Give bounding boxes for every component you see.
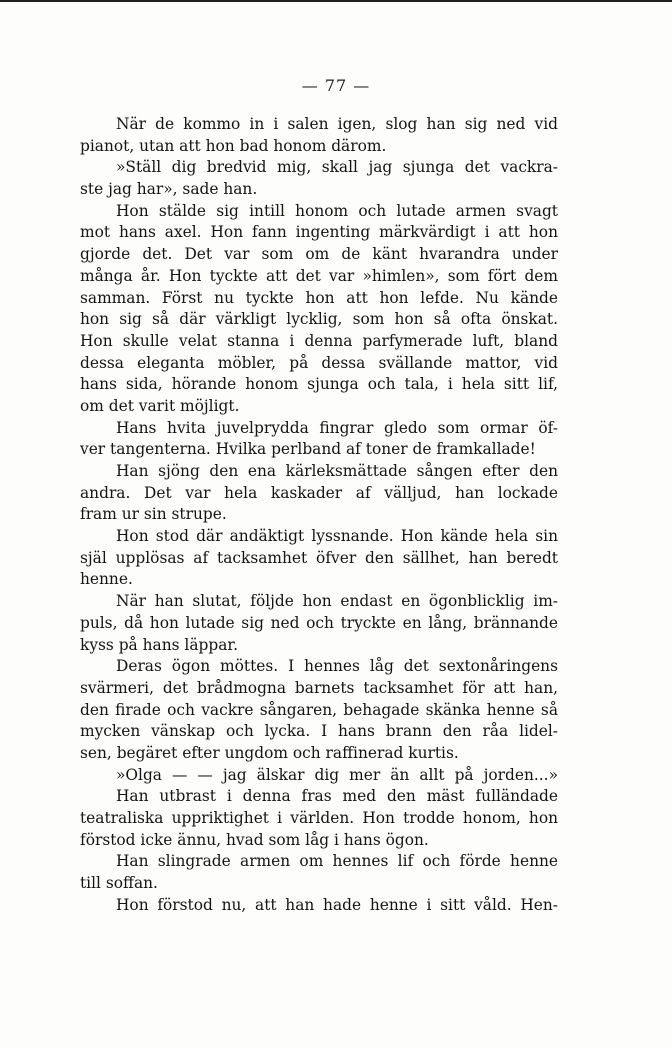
text-line: fram ur sin strupe. — [80, 505, 227, 524]
text-line: Han slingrade armen om hennes lif och förde henne — [116, 852, 558, 871]
text-line: »Olga — — jag älskar dig mer än allt på jorden...» — [116, 765, 558, 784]
text-line: Han sjöng den ena kärleksmättade sången efter den — [116, 462, 558, 480]
text-line: mycken vänskap och lycka. I hans brann den råa lidel- — [80, 722, 558, 741]
text-line: Deras ögon möttes. I hennes låg det sextonåringens — [116, 657, 558, 676]
text-line: ver tangenterna. Hvilka perlband af toner de framkallade! — [80, 440, 536, 459]
text-line: När de kommo in i salen igen, slog han sig ned vid — [116, 115, 558, 133]
page-number: — 77 — — [301, 76, 371, 95]
text-line: puls, då hon lutade sig ned och tryckte en lång, brännande — [80, 613, 558, 632]
text-line: pianot, utan att hon bad honom därom. — [80, 136, 387, 155]
text-line: den firade och vackre sångaren, behagade skänka henne så — [80, 700, 558, 719]
text-line: mot hans axel. Hon fann ingenting märkvärdigt i att hon — [80, 223, 558, 242]
text-line: svärmeri, det brådmogna barnets tacksamhet för att han, — [80, 678, 558, 697]
text-line: gjorde det. Det var som om de känt hvarandra under — [80, 245, 558, 264]
text-line: hon sig så där värkligt lycklig, som hon så ofta önskat. — [80, 310, 558, 329]
text-line: om det varit möjligt. — [80, 396, 240, 415]
text-line: kyss på hans läppar. — [80, 635, 238, 654]
body-text — [80, 114, 558, 916]
text-line: När han slutat, följde hon endast en ögonblicklig im- — [116, 592, 558, 611]
text-line: »Ställ dig bredvid mig, skall jag sjunga det vackra- — [116, 158, 558, 177]
text-line: Hon skulle velat stanna i denna parfymerade luft, bland — [80, 331, 558, 350]
text-line: Han utbrast i denna fras med den mäst fulländade — [116, 787, 558, 806]
text-line: till soffan. — [80, 874, 158, 893]
text-line: själ upplösas af tacksamhet öfver den sällhet, han beredt — [80, 548, 558, 567]
text-line: henne. — [80, 570, 133, 589]
text-line: sen, begäret efter ungdom och raffinerad kurtis. — [80, 743, 459, 762]
text-line: Hon stod där andäktigt lyssnande. Hon kände hela sin — [116, 527, 558, 546]
text-line: dessa eleganta möbler, på dessa svällande mattor, vid — [80, 353, 558, 372]
text-line: samman. Först nu tyckte hon att hon lefde. Nu kände — [80, 288, 558, 307]
text-line: Hans hvita juvelprydda fingrar gledo som ormar öf- — [116, 418, 558, 437]
text-line: hans sida, hörande honom sjunga och tala, i hela sitt lif, — [80, 375, 558, 394]
text-line: förstod icke ännu, hvad som låg i hans ögon. — [80, 830, 429, 849]
text-line: ste jag har», sade han. — [80, 180, 258, 199]
text-line: många år. Hon tyckte att det var »himlen», som fört dem — [80, 266, 558, 285]
page-edge-rule — [0, 0, 672, 2]
text-line: Hon förstod nu, att han hade henne i sitt våld. Hen- — [116, 895, 558, 914]
text-line: Hon stälde sig intill honom och lutade armen svagt — [116, 201, 558, 220]
text-line: teatraliska uppriktighet i världen. Hon trodde honom, hon — [80, 809, 558, 827]
text-line: andra. Det var hela kaskader af välljud, han lockade — [80, 483, 558, 502]
